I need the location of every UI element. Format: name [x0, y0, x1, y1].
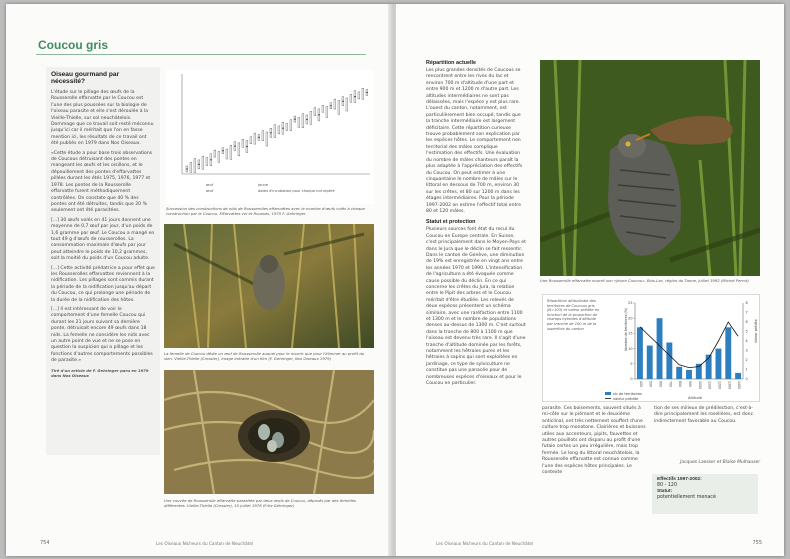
sidebar-box — [46, 67, 160, 455]
right-column-3 — [654, 406, 758, 425]
y-tick-label: 10 — [628, 346, 633, 351]
y2-tick-label: 8 — [745, 301, 748, 306]
egg-point — [318, 114, 319, 115]
y2-tick-label: 5 — [745, 329, 748, 334]
nest-chart — [166, 70, 374, 204]
x-tick-label: 600 — [658, 381, 663, 388]
y-tick-label: 5 — [630, 362, 633, 366]
sidebar-title: Oiseau gourmand par nécessité? — [51, 71, 120, 85]
y2-tick-label: 4 — [745, 339, 748, 344]
heading-statut: Statut et protection — [426, 219, 476, 226]
sidebar-paragraph-5: [...] Il est intéressant de voir le comportement d'une femelle Coucou qui durant les 21 jours suivant sa dernière ponte, détruisait encore 49 œufs dans 18 nids. La femelle ne considère les nids avec un autre point de vue et ne se pose en question la suspicion qui a pillage et les fonctions d'autres comportements possibles de parasite.» — [51, 307, 153, 364]
sidebar-credit: Tiré d'un article de F. Gehringer paru en 1979 dans Nos Oiseaux — [51, 367, 149, 378]
y-tick-label: 15 — [628, 331, 633, 336]
authors-signature: Jacques Laesser et Blaise Mulhauser — [680, 460, 760, 465]
egg-point — [198, 164, 199, 165]
y-axis-label: Nombre de territoires (%) — [624, 307, 628, 351]
book-spread — [6, 4, 784, 556]
egg-point — [186, 168, 187, 169]
x-tick-label: 1300 — [727, 381, 732, 390]
page-number-left: 754 — [40, 540, 50, 546]
x-tick-label: 800 — [678, 381, 683, 388]
y-tick-label: 20 — [628, 316, 633, 321]
nest-chart-svg — [166, 70, 374, 204]
egg-point — [222, 150, 223, 151]
egg-point — [258, 137, 259, 138]
chapter-title: Coucou gris — [38, 38, 109, 52]
egg-point — [330, 105, 331, 106]
nest-eggs-photo — [164, 370, 374, 494]
effectifs-title: Effectifs 1997-2002: — [657, 477, 702, 482]
chart-legend-3: jeune — [258, 183, 268, 187]
altitude-bar — [657, 318, 663, 379]
altitude-bar — [735, 373, 741, 379]
running-footer-left: Les Oiseaux Nicheurs du Canton de Neuchâtel — [156, 541, 254, 546]
cuckoo-reeds-photo — [164, 224, 374, 348]
running-footer-right: Les Oiseaux Nicheurs du Canton de Neuchâtel — [436, 541, 534, 546]
x-tick-label: 1200 — [717, 381, 722, 390]
photo-caption-right: Une Rousserolle effarvatte nourrit son «jeune Coucou». Bois-Lac, région du Tanne, juillet 1992 (Michel Perrot) — [540, 278, 749, 283]
warbler-feeding-cuckoo-photo — [540, 60, 760, 276]
egg-point — [366, 92, 367, 93]
effectifs-value: 80 - 120 — [657, 483, 678, 488]
left-page — [6, 4, 392, 556]
y-tick-label: 25 — [628, 301, 633, 306]
legend-predicted: valeur prédite — [613, 397, 639, 401]
sidebar-paragraph-1: L'étude sur le pillage des œufs de la Rousserolle effarvatte par le Coucou est l'une des plus poussées sur la biologie de l'oiseau parasite et elle s'est déroulée à la Vieille-Thielle, sur sol neuchâtelois. Dommage que ce travail soit resté méconnu jusqu'ici car il méritait que l'on en fasse mention ici, les résultats de ce travail ont été publiés en 1979 dans Nos Oiseaux. — [51, 90, 154, 147]
text-repartition: Les plus grandes densités de Coucous se rencontrent entre les rives du lac et environ 700 m d'altitude d'une part et entre 900 m et 1200 m d'autre part. Les altitudes intermédiaires ne sont pas délaissées, mais l'espèce y est plus rare. L'ouest du canton, notamment, est particulièrement bien occupé, tandis que la tranche intermédiaire est largement déficitaire. Cette répartition curieuse trouve probablement son explication par les espèces hôtes. Le comportement non territorial des mâles complique l'estimation des effectifs. Une évaluation du nombre de mâles chanteurs paraît la plus adaptée à l'appréciation des effectifs du Coucou. On peut estimer à une cinquantaine le nombre de mâles sur le littoral en dessous de 700 m, environ 30 sur les crêtes, et 80 sur 1200 m dans les étages intermédiaires. Pour la période 1997-2002 on estime l'effectif total entre 80 et 120 mâles. — [426, 68, 523, 214]
altitude-chart-box — [542, 294, 760, 402]
right-column-1 — [426, 60, 526, 391]
x-tick-label: 500 — [648, 381, 653, 388]
x-tick-label: 900 — [688, 381, 692, 388]
legend-bars: nb de territoires — [613, 392, 642, 396]
statut-value: potentiellement menacé — [657, 495, 716, 500]
egg-point — [246, 146, 247, 147]
predicted-line — [640, 322, 738, 368]
y2-tick-label: 2 — [745, 358, 748, 363]
x-tick-label: 1400 — [737, 381, 742, 390]
sidebar-paragraph-3: [...] 30 œufs volés en 41 jours donnent une moyenne de 0,7 œuf par jour, d'un poids de 1,6 gramme par œuf. Le Coucou a mangé en tout 49 g d'œufs de rousserolles. La consommation maximale d'œufs par jour peut atteindre le poids de 10,2 grammes, soit la moitié du poids d'un Coucou adulte. — [51, 217, 155, 262]
egg-point — [306, 119, 307, 120]
x-tick-label: 700 — [668, 381, 673, 388]
egg-point — [234, 146, 235, 147]
right-page — [396, 4, 784, 556]
egg-point — [294, 119, 295, 120]
x-axis-label: Altitude — [688, 396, 703, 400]
x-tick-label: 400 — [638, 381, 643, 388]
altitude-bar — [637, 327, 643, 379]
altitude-bar — [725, 327, 731, 379]
y2-tick-label: 1 — [745, 367, 748, 372]
altitude-bar — [716, 349, 722, 379]
egg-point — [282, 128, 283, 129]
page-number-right: 755 — [752, 540, 762, 546]
altitude-bar — [666, 343, 672, 379]
chart-caption: Succession des constructions de nids de Rousserolles effarvattes avec le nombre d'œufs volés à chaque construction par le Coucou. Effarvattes vol et Rousses, 1975 F. Gehringer — [166, 206, 365, 216]
altitude-bar — [696, 364, 702, 379]
egg-point — [270, 132, 271, 133]
y2-axis-label: Valeur prédite — [754, 319, 758, 343]
right-column-2 — [542, 406, 646, 476]
y2-tick-label: 7 — [745, 310, 748, 315]
egg-point — [354, 96, 355, 97]
altitude-chart-svg — [543, 295, 761, 403]
altitude-bar — [647, 346, 653, 379]
text-statut: Plusieurs sources font état du recul du Coucou en Europe centrale. En Suisse, c'est principalement dans le Moyen-Pays et dans le Jura que le déclin se fait ressentir. Dans le canton de Genève, une diminution de 19% est enregistrée en vingt ans entre les années 1970 et 1990. L'intensification de l'agriculture a été évoquée comme cause possible du déclin. En ce qui concerne les crêtes du Jura, la relation entre le Pipit des arbres et le Coucou méritait d'être étudiée. Les relevés de deux espèces présentent un schéma similaire, avec une raréfaction entre 1100 et 1300 m et le nombre de populations denses au-dessus de 1300 m. C'est surtout dans la tranche de 800 à 1100 m que l'oiseau est devenu très rare. Il s'agit d'une tranche d'altitude dominée par les forêts, notamment les hêtraies pures et les hêtraies à sapins qui sont exploitées en jardinage, ce type de sylviculture ne constitue pas une panacée pour de nombreuses espèces d'oiseaux et pour le Coucou en particulier. — [426, 227, 526, 387]
y2-tick-label: 6 — [745, 320, 748, 325]
x-tick-label: 1100 — [707, 381, 712, 390]
chart-legend-4: dates d'incubation pour chaque nid repéré — [258, 189, 335, 193]
y2-tick-label: 3 — [745, 348, 748, 353]
photo2-caption: Une couvée de Rousserolle effarvatte parasitée par deux œufs de Coucou, déposés par des femelles différentes. Vieille-Thielle (Cressier), 10 juillet 1976 (Fritz Gehringer) — [164, 498, 356, 508]
chapter-rule — [36, 54, 366, 55]
x-tick-label: 1000 — [697, 381, 702, 390]
sidebar-paragraph-2: «Cette étude a pour base trois observations de Coucous détruisant des pontes en mangeant les œufs et les oisillons, et le dépouillement des pontes d'effarvattes pillées durant les étés 1975, 1976, 1977 et 1978. Les pontes de la Rousserolle effarvatte furent méthodiquement contrôlées. On constate que 40 % des pontes ont été détruites, tandis que 20 % seulement ont été parasitées. — [51, 150, 153, 214]
altitude-bar — [686, 370, 692, 379]
y2-tick-label: 0 — [745, 377, 748, 382]
egg-point — [210, 159, 211, 160]
altitude-bar — [676, 367, 682, 379]
statut-label: Statut: — [657, 489, 673, 494]
chart-legend-2: œuf — [206, 189, 214, 193]
text-column-3: tion de ses milieux de prédilection, c'est-à-dire principalement les roselières, est donc indirectement favorable au Coucou. — [654, 406, 754, 424]
sidebar-paragraph-4: [...] Cette activité prédatrice a pour effet que les Rousserolles effarvattes reviennent à la nidification. Les pillages sont commis durant la période de la nidification jusqu'au départ du Coucou, ce qui prolonge une période de la durée de la nidification des hôtes. — [51, 265, 155, 303]
heading-repartition: Répartition actuelle — [426, 60, 477, 66]
chart-legend-1: œuf — [206, 183, 214, 187]
effectifs-box — [652, 474, 758, 514]
egg-point — [342, 101, 343, 102]
altitude-chart-description: Répartition altitudinale des territoires de Coucous gris (N=103) et valeur prédite en fonction de la proportion de champs hybrides d'altitude par tranche de 100 m de la superficie du canton — [547, 299, 600, 331]
text-column-2: parasite. Ces boisements, souvent situés à mi-côte sur le piémont et le deuxième anticlinal, ont très nettement souffert d'une culture trop monotone. Clairières et buissons utiles aux accenteurs, pipits, fauvettes et autres pouillots ont disparu au profit d'une futaie certes un peu irrégulière, mais trop fermée. Le long du littoral neuchâtelois, la Rousserolle effarvatte est connue comme l'une des espèces hôtes principales. Le contexte — [542, 406, 646, 476]
y-tick-label: 0 — [630, 377, 633, 382]
photo1-caption: La femelle de Coucou dédie un œuf de Rousserolle auquel pour le nourrir que pour l'éliminer au profit du sien. Vieille-Thielle (Cressier), image extraite d'un film (F. Gehringer, Nos Oiseaux 1979) — [164, 351, 365, 361]
